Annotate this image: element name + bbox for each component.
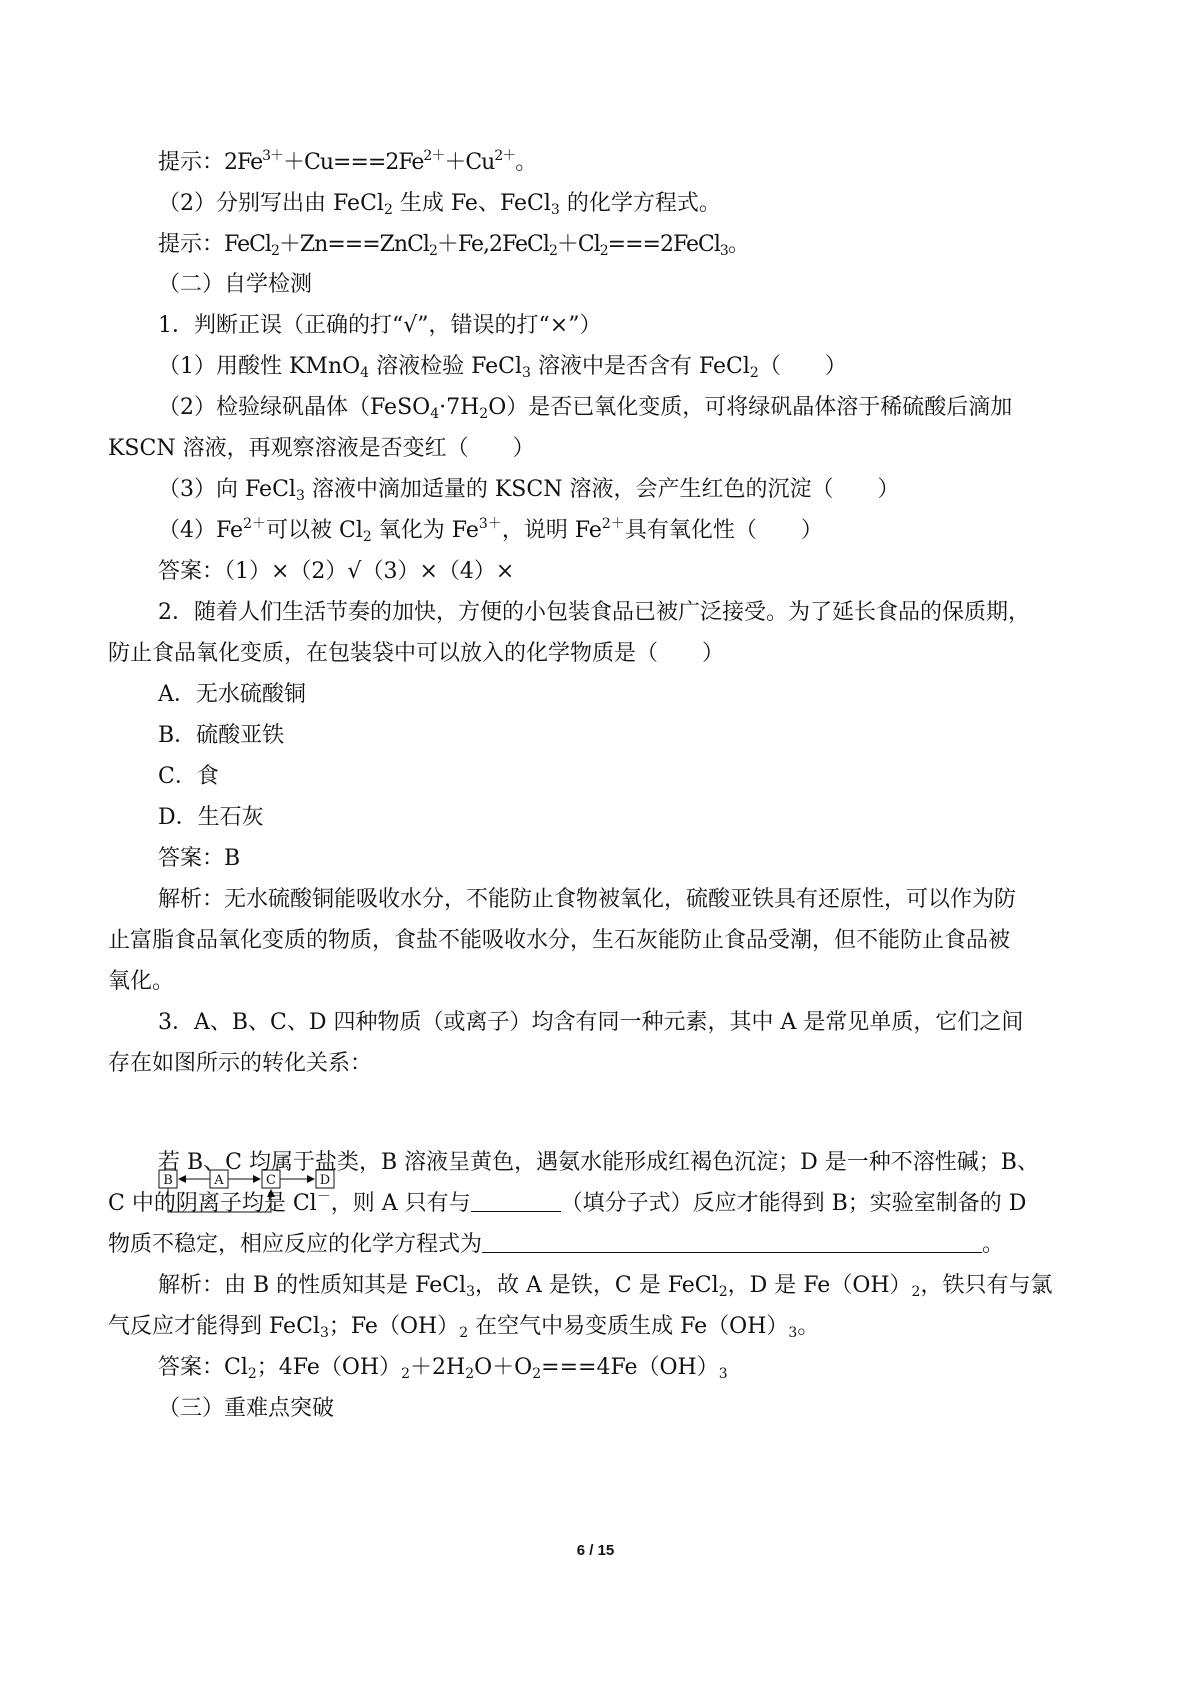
question-stem: 1．判断正误（正确的打“√”，错误的打“×”）: [158, 313, 602, 338]
node-c: C: [266, 1173, 276, 1188]
analysis-line: 解析：无水硫酸铜能吸收水分，不能防止食物被氧化，硫酸亚铁具有还原性，可以作为防: [158, 887, 1017, 912]
judgment-item: （2）检验绿矾晶体$(FeSO_4\cdot 7H_2O)$是否已氧化变质，可将绿矾晶体溶于稀硫酸后滴加: [158, 395, 1013, 422]
judgment-item: （1）用酸性 KMnO$_4$ 溶液检验 FeCl$_3$ 溶液中是否含有 FeCl$_2$（ ）: [158, 354, 847, 381]
hint-equation-line: [158, 148, 1098, 178]
judgment-item: $(4)Fe^{2+}$可以被 $Cl_2$ 氧化为 $Fe^{3+}$，说明 $Fe^{2+}$具有氧化性（ ）: [158, 516, 823, 545]
question-stem-continued: 防止食品氧化变质，在包装袋中可以放入的化学物质是（ ）: [108, 641, 725, 666]
hint-equation: $FeCl_2+Zn===ZnCl_2+Fe,2FeCl_2+Cl_2===2FeCl_3$。: [224, 232, 749, 259]
section-heading: （二）自学检测: [158, 272, 313, 297]
question-body: 物质不稳定，相应反应的化学方程式为 。: [108, 1232, 1005, 1257]
option-b: B．硫酸亚铁: [158, 723, 285, 748]
fill-blank-2[interactable]: [482, 1230, 982, 1253]
node-d: D: [319, 1173, 331, 1188]
question-stem-continued: 存在如图所示的转化关系：: [108, 1051, 373, 1076]
page-number: 6 / 15: [576, 1542, 615, 1559]
option-c: C．食: [158, 764, 219, 789]
hint-equation: $2Fe^{3+}+Cu===2Fe^{2+}+Cu^{2+}$。: [224, 148, 537, 175]
node-b: B: [163, 1173, 173, 1188]
node-a: A: [214, 1173, 224, 1188]
answer-line: 答案：B: [158, 846, 241, 871]
option-a: A．无水硫酸铜: [158, 682, 306, 707]
hint-equation-line: 提示：$FeCl_2+Zn===ZnCl_2+Fe,2FeCl_2+Cl_2===2FeCl_3$。: [158, 232, 749, 259]
analysis-line: 止富脂食品氧化变质的物质，食盐不能吸收水分，生石灰能防止食品受潮，但不能防止食品被: [108, 928, 1011, 953]
fill-blank-1[interactable]: [471, 1189, 561, 1212]
answer-line: 答案：$Cl_2$；$4Fe(OH)_2+2H_2O+O_2===4Fe(OH)_3$: [158, 1355, 728, 1382]
analysis-line: 解析：由 B 的性质知其是 FeCl$_3$，故 A 是铁，C 是 FeCl$_2$，D 是 $Fe(OH)_2$，铁只有与氯: [158, 1273, 1053, 1300]
analysis-line: 氧化。: [108, 969, 175, 994]
section-heading: （三）重难点突破: [158, 1396, 335, 1421]
question-item-2: （2）分别写出由 FeCl$_2$ 生成 Fe、FeCl$_3$ 的化学方程式。: [158, 191, 721, 218]
question-body: 若 B、C 均属于盐类，B 溶液呈黄色，遇氨水能形成红褐色沉淀；D 是一种不溶性碱；B、: [158, 1150, 1039, 1175]
option-d: D．生石灰: [158, 805, 264, 830]
judgment-item-continued: KSCN 溶液，再观察溶液是否变红（ ）: [108, 436, 535, 461]
answer-line: 答案：（1）×（2）√（3）×（4）×: [158, 559, 515, 584]
question-stem: 3．A、B、C、D 四种物质（或离子）均含有同一种元素，其中 A 是常见单质，它们之间: [158, 1010, 1024, 1035]
question-text: 分别写出由 FeCl$_2$ 生成 Fe、FeCl$_3$ 的化学方程式。: [216, 191, 721, 218]
judgment-item: （3）向 FeCl$_3$ 溶液中滴加适量的 KSCN 溶液，会产生红色的沉淀（ ）: [158, 477, 900, 504]
analysis-line: 气反应才能得到 FeCl$_3$；$Fe(OH)_2$ 在空气中易变质生成 $Fe(OH)_3$。: [108, 1314, 820, 1341]
question-body: C 中的阴离子均是 Cl－，则 A 只有与 （填分子式）反应才能得到 B；实验室制备的 D: [108, 1189, 1027, 1216]
question-stem: 2．随着人们生活节奏的加快，方便的小包装食品已被广泛接受。为了延长食品的保质期，: [158, 600, 1031, 625]
hint-label: 提示：: [158, 150, 225, 175]
